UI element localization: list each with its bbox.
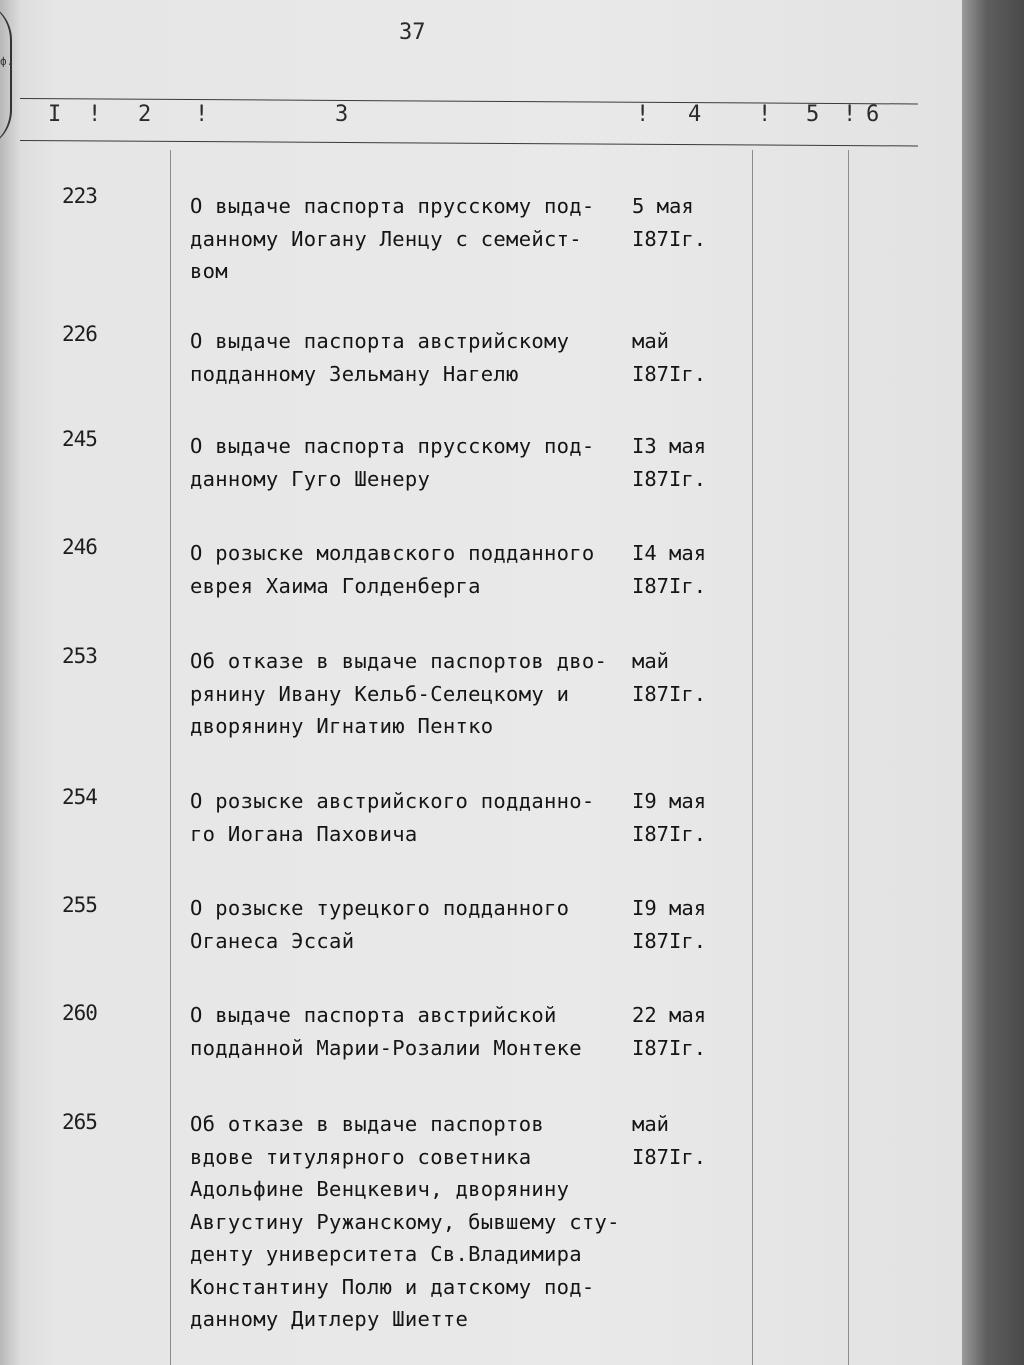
entry-title: О выдаче паспорта австрийской подданной Марии-Розалии Монтеке — [190, 1003, 582, 1060]
entry-date: май I87Iг. — [632, 329, 707, 386]
bleed-through — [190, 290, 610, 310]
col-head-3: 3 — [335, 102, 349, 127]
entry-number: 226 — [62, 322, 97, 346]
entry-number: 223 — [62, 184, 97, 208]
entry-number: 253 — [62, 644, 97, 668]
entry-date: май I87Iг. — [632, 1112, 707, 1169]
column-rule — [752, 150, 753, 1365]
col-head-sep: ! — [636, 102, 650, 127]
entry-number: 260 — [62, 1001, 97, 1025]
column-rule — [848, 150, 849, 1365]
col-head-1: I — [48, 102, 62, 127]
col-head-sep: ! — [195, 102, 209, 127]
col-head-sep: ! — [843, 102, 857, 127]
entry-date: I4 мая I87Iг. — [632, 541, 707, 598]
entry-title: О розыске австрийского подданно- го Иогана Пахoвича — [190, 789, 595, 846]
entry-date: 5 мая I87Iг. — [632, 194, 707, 251]
entry-number: 254 — [62, 785, 97, 809]
entry-date: I9 мая I87Iг. — [632, 896, 707, 953]
entry-date: май I87Iг. — [632, 649, 707, 706]
entry-title: О выдаче паспорта прусскому под- данному Гуго Шенеру — [190, 434, 595, 491]
entry-title: Об отказе в выдаче паспортов вдове титулярного советника Адольфине Венцкевич, дворянину Августину Ружанскому, бывшему сту- денту университета Св.Владимира Константину Полю и датскому под- данному Дитлеру Шиетте — [190, 1112, 620, 1331]
page-number: 37 — [399, 20, 426, 45]
entry-title: О выдаче паспорта прусскому под- данному Иогану Ленцу с семейст- вом — [190, 194, 595, 283]
entry-title: О розыске турецкого подданного Оганеса Эссай — [190, 896, 570, 953]
entry-date: 22 мая I87Iг. — [632, 1003, 707, 1060]
entry-title: О выдаче паспорта австрийскому подданному Зельману Нагелю — [190, 329, 570, 386]
entry-number: 265 — [62, 1110, 97, 1134]
entry-title: Об отказе в выдаче паспортов дво- рянину Ивану Кельб-Селецкому и дворянину Игнатию Пентко — [190, 649, 608, 738]
entry-title: О розыске молдавского подданного еврея Хаима Голденберга — [190, 541, 595, 598]
background-edge — [962, 0, 1024, 1365]
entry-number: 245 — [62, 427, 97, 451]
column-rule — [170, 150, 171, 1365]
col-head-sep: ! — [88, 102, 102, 127]
entry-date: I3 мая I87Iг. — [632, 434, 707, 491]
header-rule-top — [20, 98, 918, 104]
entry-number: 255 — [62, 893, 97, 917]
margin-mark: ф. — [0, 55, 14, 68]
col-head-4: 4 — [688, 102, 702, 127]
entry-date: I9 мая I87Iг. — [632, 789, 707, 846]
page-spine — [0, 0, 20, 1365]
col-head-6: 6 — [866, 102, 880, 127]
col-head-sep: ! — [758, 102, 772, 127]
entry-number: 246 — [62, 535, 97, 559]
col-head-5: 5 — [806, 102, 820, 127]
col-head-2: 2 — [138, 102, 152, 127]
header-rule-bottom — [20, 140, 918, 146]
